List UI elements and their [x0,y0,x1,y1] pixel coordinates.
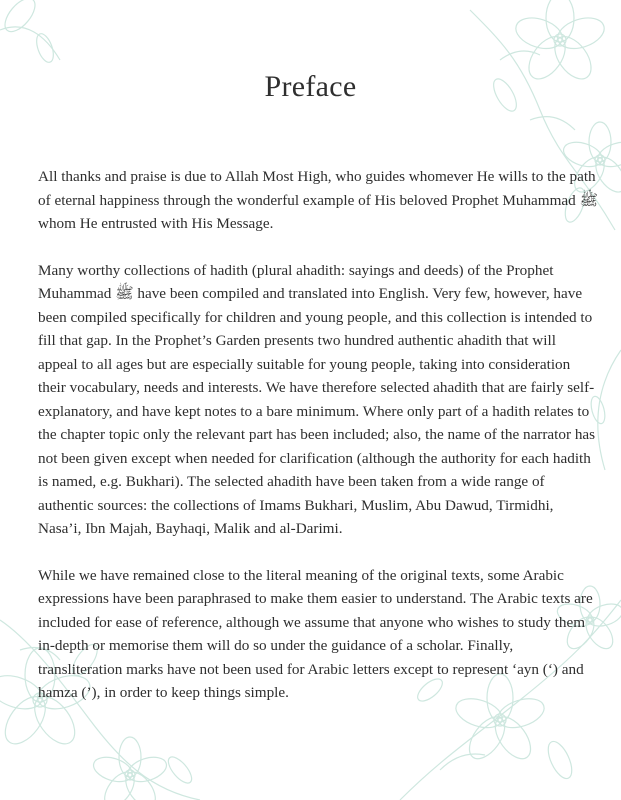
paragraph-2: Many worthy collections of hadith (plural ahadith: sayings and deeds) of the Prophet Muhammad ﷺ have been compiled and translated into English. Very few, however, have been compiled specifically for children and young people, and this collection is intended to fill that gap. In the Prophet’s Garden presents two hundred authentic ahadith that will appeal to all ages but are especially suitable for young people, taking into consideration their vocabulary, needs and interests. We have therefore selected ahadith that are fairly self-explanatory, and have kept notes to a bare minimum. Where only part of a hadith relates to the chapter topic only the relevant part has been included; also, the name of the narrator has not been given except when needed for clarification (although the authority for each hadith is named, e.g. Bukhari). The selected ahadith have been taken from a wide range of authentic sources: the collections of Imams Bukhari, Muslim, Abu Dawud, Tirmidhi, Nasa’i, Ibn Majah, Bayhaqi, Malik and al-Darimi. [38,261,596,537]
page-title: Preface [264,70,357,103]
paragraph-1: All thanks and praise is due to Allah Most High, who guides whomever He wills to the path of eternal happiness through the wonderful example of His beloved Prophet Muhammad ﷺ whom He entrusted with His Message. [38,168,598,232]
paragraph-3: While we have remained close to the literal meaning of the original texts, some Arabic expressions have been paraphrased to make them easier to understand. The Arabic texts are included for ease of reference, although we assume that anyone who wishes to study them in-depth or memorise them will do so under the guidance of a scholar. Finally, transliteration marks have not been used for Arabic letters except to represent ‘ayn (‘) and hamza (’), in order to keep things simple. [38,566,593,701]
preface-body [38,165,598,728]
